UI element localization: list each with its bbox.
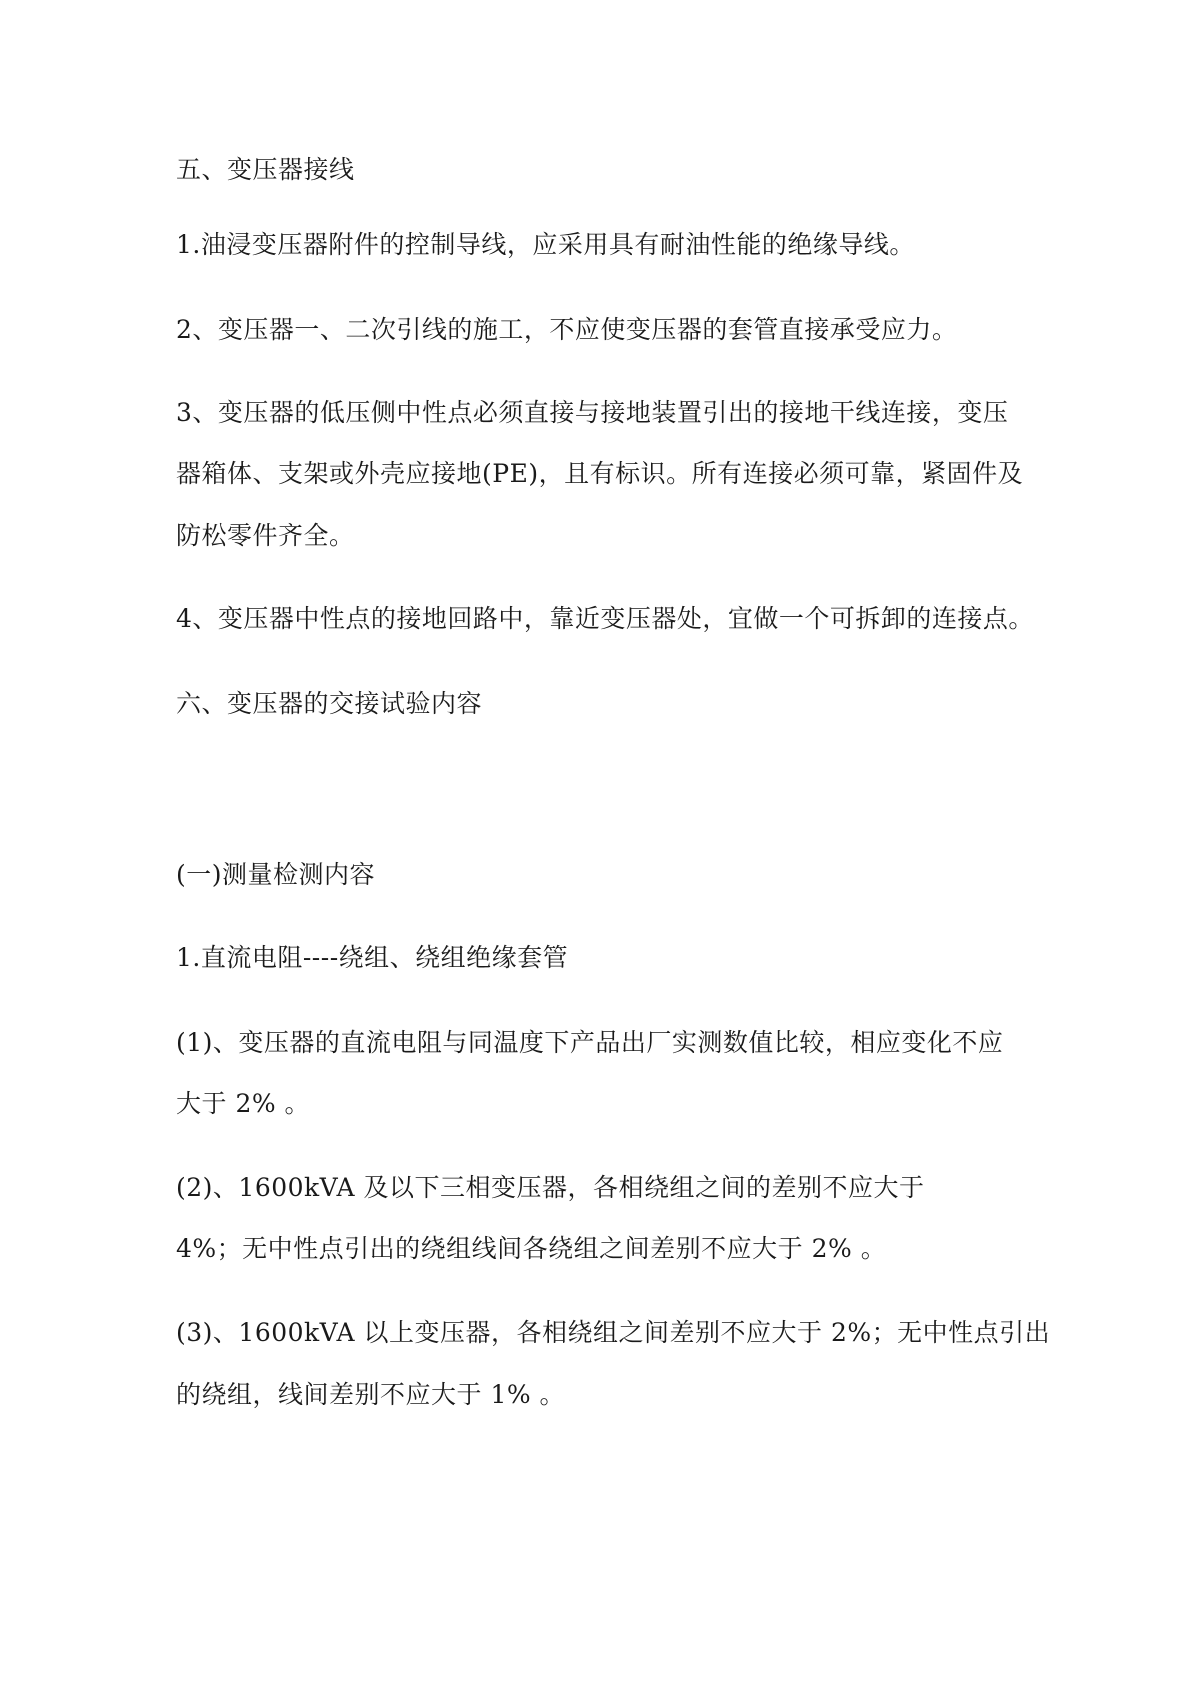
paragraph-line: 3、变压器的低压侧中性点必须直接与接地装置引出的接地干线连接，变压 (176, 398, 1009, 427)
subsection-heading: (一)测量检测内容 (176, 860, 376, 889)
paragraph-line: 2、变压器一、二次引线的施工，不应使变压器的套管直接承受应力。 (176, 315, 958, 344)
section-heading-6: 六、变压器的交接试验内容 (176, 689, 483, 718)
paragraph-line: 4%；无中性点引出的绕组线间各绕组之间差别不应大于 2% 。 (176, 1234, 887, 1263)
section-heading-5: 五、变压器接线 (176, 155, 355, 184)
paragraph-line: 1.油浸变压器附件的控制导线，应采用具有耐油性能的绝缘导线。 (176, 230, 915, 259)
paragraph-line: 大于 2% 。 (176, 1089, 311, 1118)
paragraph-line: (2)、1600kVA 及以下三相变压器，各相绕组之间的差别不应大于 (176, 1173, 925, 1202)
paragraph-line: 1.直流电阻----绕组、绕组绝缘套管 (176, 943, 569, 972)
paragraph-line: (3)、1600kVA 以上变压器，各相绕组之间差别不应大于 2%；无中性点引出 (176, 1318, 1051, 1347)
paragraph-line: (1)、变压器的直流电阻与同温度下产品出厂实测数值比较，相应变化不应 (176, 1028, 1004, 1057)
paragraph-line: 4、变压器中性点的接地回路中，靠近变压器处，宜做一个可拆卸的连接点。 (176, 604, 1034, 633)
paragraph-line: 防松零件齐全。 (176, 521, 355, 550)
paragraph-line: 的绕组，线间差别不应大于 1% 。 (176, 1380, 566, 1409)
paragraph-line: 器箱体、支架或外壳应接地(PE)，且有标识。所有连接必须可靠，紧固件及 (176, 459, 1024, 488)
